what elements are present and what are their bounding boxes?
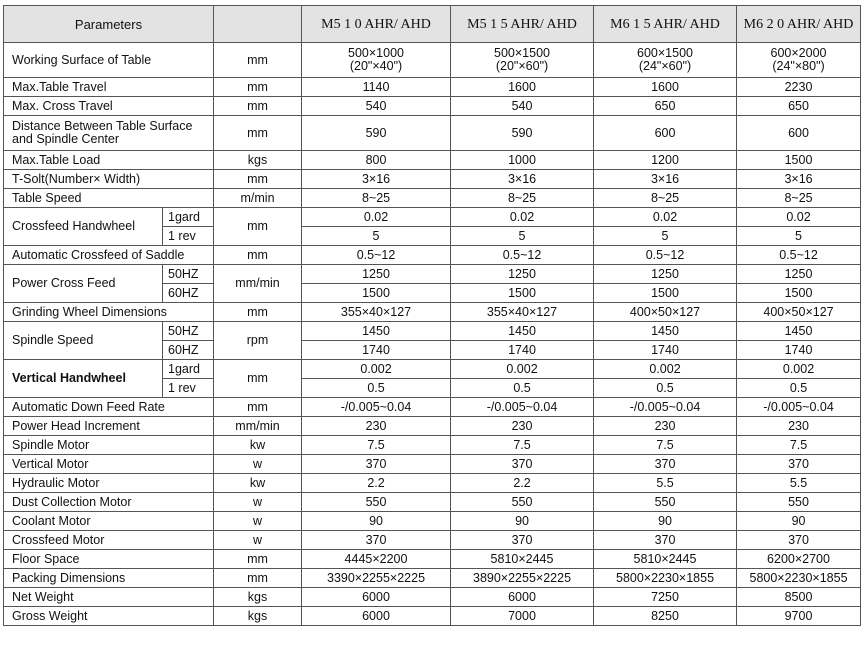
table-row: [4, 303, 861, 322]
table-row: [4, 455, 861, 474]
param-name: Table Speed: [4, 189, 214, 208]
param-sub-label: 1gard: [163, 208, 214, 227]
param-value: 7.5: [451, 436, 594, 455]
param-value: 1600: [594, 78, 737, 97]
param-name: Spindle Speed: [4, 322, 163, 360]
table-row: [4, 246, 861, 265]
table-row: [4, 531, 861, 550]
param-unit: m/min: [214, 189, 302, 208]
param-value: 9700: [737, 607, 861, 626]
param-value: 90: [451, 512, 594, 531]
param-value: 6000: [302, 588, 451, 607]
param-value: 500×1000 (20"×40"): [302, 43, 451, 78]
param-name: Max.Table Travel: [4, 78, 214, 97]
param-value: 370: [451, 531, 594, 550]
param-value: 2.2: [451, 474, 594, 493]
param-unit: mm: [214, 550, 302, 569]
table-row: [4, 493, 861, 512]
param-name: T-Solt(Number× Width): [4, 170, 214, 189]
param-unit: kw: [214, 436, 302, 455]
param-value: 5: [451, 227, 594, 246]
param-name: Dust Collection Motor: [4, 493, 214, 512]
table-row: [4, 189, 861, 208]
param-value: 90: [302, 512, 451, 531]
param-name: Vertical Motor: [4, 455, 214, 474]
param-value: 600×2000 (24"×80"): [737, 43, 861, 78]
param-value: 5: [737, 227, 861, 246]
header-row: [4, 6, 861, 43]
param-name: Automatic Crossfeed of Saddle: [4, 246, 214, 265]
param-value: 3390×2255×2225: [302, 569, 451, 588]
param-value: 230: [594, 417, 737, 436]
param-value: 6000: [302, 607, 451, 626]
table-row: [4, 97, 861, 116]
param-unit: mm: [214, 170, 302, 189]
param-value: -/0.005~0.04: [302, 398, 451, 417]
param-sub-label: 60HZ: [163, 341, 214, 360]
param-name: Vertical Handwheel: [4, 360, 163, 398]
table-row: [4, 360, 861, 379]
param-value: 0.5: [302, 379, 451, 398]
param-name: Packing Dimensions: [4, 569, 214, 588]
param-value: 1740: [594, 341, 737, 360]
param-unit: rpm: [214, 322, 302, 360]
param-value: 5800×2230×1855: [737, 569, 861, 588]
param-value: 3890×2255×2225: [451, 569, 594, 588]
table-row: [4, 78, 861, 97]
param-sub-label: 50HZ: [163, 322, 214, 341]
param-value: 1740: [451, 341, 594, 360]
param-name: Grinding Wheel Dimensions: [4, 303, 214, 322]
param-value: 5810×2445: [451, 550, 594, 569]
param-value: 230: [302, 417, 451, 436]
param-value: 0.02: [594, 208, 737, 227]
param-value: 355×40×127: [302, 303, 451, 322]
table-row: [4, 265, 861, 284]
param-name: Distance Between Table Surface and Spindle Center: [4, 116, 214, 151]
header-model: M6 2 0 AHR/ AHD: [737, 6, 861, 43]
param-value: 1740: [737, 341, 861, 360]
param-name: Spindle Motor: [4, 436, 214, 455]
param-value: 3×16: [594, 170, 737, 189]
param-value: 1000: [451, 151, 594, 170]
param-value: 0.002: [594, 360, 737, 379]
table-row: [4, 512, 861, 531]
param-value: 7.5: [737, 436, 861, 455]
param-unit: w: [214, 455, 302, 474]
param-value: 5.5: [594, 474, 737, 493]
param-unit: mm: [214, 398, 302, 417]
param-value: 4445×2200: [302, 550, 451, 569]
param-unit: w: [214, 512, 302, 531]
param-value: 3×16: [451, 170, 594, 189]
param-value: 0.5: [737, 379, 861, 398]
param-value: 370: [594, 455, 737, 474]
param-name: Automatic Down Feed Rate: [4, 398, 214, 417]
param-value: 1500: [594, 284, 737, 303]
param-name: Hydraulic Motor: [4, 474, 214, 493]
table-row: [4, 588, 861, 607]
param-name: Power Cross Feed: [4, 265, 163, 303]
param-value: 1740: [302, 341, 451, 360]
param-value: 1450: [594, 322, 737, 341]
param-value: 0.5~12: [451, 246, 594, 265]
header-unit: [214, 6, 302, 43]
param-value: 0.5: [451, 379, 594, 398]
param-value: 370: [302, 531, 451, 550]
param-value: 6000: [451, 588, 594, 607]
table-row: [4, 398, 861, 417]
header-parameters: Parameters: [4, 6, 214, 43]
param-unit: kgs: [214, 607, 302, 626]
param-value: 0.02: [737, 208, 861, 227]
param-value: 0.02: [451, 208, 594, 227]
param-value: 370: [737, 531, 861, 550]
param-name: Max. Cross Travel: [4, 97, 214, 116]
param-value: 2230: [737, 78, 861, 97]
param-value: 0.002: [302, 360, 451, 379]
param-value: 0.5~12: [302, 246, 451, 265]
param-value: 3×16: [737, 170, 861, 189]
param-value: 3×16: [302, 170, 451, 189]
table-row: [4, 474, 861, 493]
param-sub-label: 50HZ: [163, 265, 214, 284]
param-name: Crossfeed Handwheel: [4, 208, 163, 246]
param-name: Working Surface of Table: [4, 43, 214, 78]
param-value: 7250: [594, 588, 737, 607]
param-value: 0.02: [302, 208, 451, 227]
param-value: 2.2: [302, 474, 451, 493]
param-value: 8250: [594, 607, 737, 626]
param-name: Max.Table Load: [4, 151, 214, 170]
param-value: 8~25: [302, 189, 451, 208]
param-name: Crossfeed Motor: [4, 531, 214, 550]
param-value: 650: [737, 97, 861, 116]
param-value: 1200: [594, 151, 737, 170]
param-value: 0.5~12: [594, 246, 737, 265]
param-value: 5: [302, 227, 451, 246]
param-value: 590: [302, 116, 451, 151]
header-model: M5 1 5 AHR/ AHD: [451, 6, 594, 43]
param-name: Gross Weight: [4, 607, 214, 626]
spec-table: [3, 5, 861, 626]
table-row: [4, 607, 861, 626]
param-value: 0.002: [451, 360, 594, 379]
param-unit: mm/min: [214, 417, 302, 436]
param-unit: mm: [214, 43, 302, 78]
param-unit: mm: [214, 569, 302, 588]
param-value: -/0.005~0.04: [451, 398, 594, 417]
header-model: M5 1 0 AHR/ AHD: [302, 6, 451, 43]
param-unit: kgs: [214, 588, 302, 607]
param-value: 8~25: [737, 189, 861, 208]
param-sub-label: 1 rev: [163, 379, 214, 398]
param-sub-label: 1 rev: [163, 227, 214, 246]
param-value: 590: [451, 116, 594, 151]
param-name: Coolant Motor: [4, 512, 214, 531]
param-value: 230: [737, 417, 861, 436]
param-value: 0.5: [594, 379, 737, 398]
param-unit: mm: [214, 78, 302, 97]
param-sub-label: 1gard: [163, 360, 214, 379]
param-value: 540: [451, 97, 594, 116]
param-unit: kw: [214, 474, 302, 493]
param-value: 1140: [302, 78, 451, 97]
spec-body: [4, 43, 861, 626]
table-row: [4, 116, 861, 151]
param-value: 1500: [302, 284, 451, 303]
table-row: [4, 550, 861, 569]
param-value: 5.5: [737, 474, 861, 493]
param-value: 550: [302, 493, 451, 512]
param-value: 7000: [451, 607, 594, 626]
param-value: 1500: [737, 284, 861, 303]
table-row: [4, 151, 861, 170]
param-unit: mm: [214, 246, 302, 265]
param-value: 370: [594, 531, 737, 550]
param-value: 400×50×127: [594, 303, 737, 322]
param-unit: mm/min: [214, 265, 302, 303]
param-value: 7.5: [302, 436, 451, 455]
table-row: [4, 43, 861, 78]
param-value: 6200×2700: [737, 550, 861, 569]
param-value: 0.5~12: [737, 246, 861, 265]
param-unit: mm: [214, 97, 302, 116]
param-value: 8~25: [451, 189, 594, 208]
param-name: Floor Space: [4, 550, 214, 569]
table-row: [4, 569, 861, 588]
header-model: M6 1 5 AHR/ AHD: [594, 6, 737, 43]
table-row: [4, 208, 861, 227]
param-value: -/0.005~0.04: [594, 398, 737, 417]
param-value: 1500: [451, 284, 594, 303]
param-unit: kgs: [214, 151, 302, 170]
table-row: [4, 322, 861, 341]
param-value: 500×1500 (20"×60"): [451, 43, 594, 78]
param-value: 800: [302, 151, 451, 170]
param-value: 230: [451, 417, 594, 436]
param-value: 1250: [594, 265, 737, 284]
param-value: 600: [737, 116, 861, 151]
param-unit: mm: [214, 116, 302, 151]
param-value: 1450: [737, 322, 861, 341]
param-name: Power Head Increment: [4, 417, 214, 436]
param-value: 90: [737, 512, 861, 531]
param-value: 5810×2445: [594, 550, 737, 569]
param-value: 550: [737, 493, 861, 512]
param-value: 550: [594, 493, 737, 512]
param-value: 540: [302, 97, 451, 116]
table-row: [4, 170, 861, 189]
param-value: 90: [594, 512, 737, 531]
param-value: 370: [451, 455, 594, 474]
param-value: 355×40×127: [451, 303, 594, 322]
param-name: Net Weight: [4, 588, 214, 607]
param-value: 5800×2230×1855: [594, 569, 737, 588]
param-sub-label: 60HZ: [163, 284, 214, 303]
param-value: 1450: [302, 322, 451, 341]
param-value: 550: [451, 493, 594, 512]
table-row: [4, 436, 861, 455]
param-value: 1250: [737, 265, 861, 284]
param-unit: w: [214, 493, 302, 512]
param-value: 370: [302, 455, 451, 474]
param-value: 370: [737, 455, 861, 474]
param-value: 5: [594, 227, 737, 246]
param-value: 1500: [737, 151, 861, 170]
param-value: 1450: [451, 322, 594, 341]
param-value: 650: [594, 97, 737, 116]
table-row: [4, 417, 861, 436]
param-unit: mm: [214, 360, 302, 398]
param-value: 1250: [302, 265, 451, 284]
param-value: 600: [594, 116, 737, 151]
param-unit: w: [214, 531, 302, 550]
param-value: 1250: [451, 265, 594, 284]
param-value: 600×1500 (24"×60"): [594, 43, 737, 78]
param-value: 0.002: [737, 360, 861, 379]
param-value: 1600: [451, 78, 594, 97]
param-value: 400×50×127: [737, 303, 861, 322]
param-unit: mm: [214, 303, 302, 322]
param-value: -/0.005~0.04: [737, 398, 861, 417]
param-unit: mm: [214, 208, 302, 246]
param-value: 7.5: [594, 436, 737, 455]
param-value: 8~25: [594, 189, 737, 208]
param-value: 8500: [737, 588, 861, 607]
